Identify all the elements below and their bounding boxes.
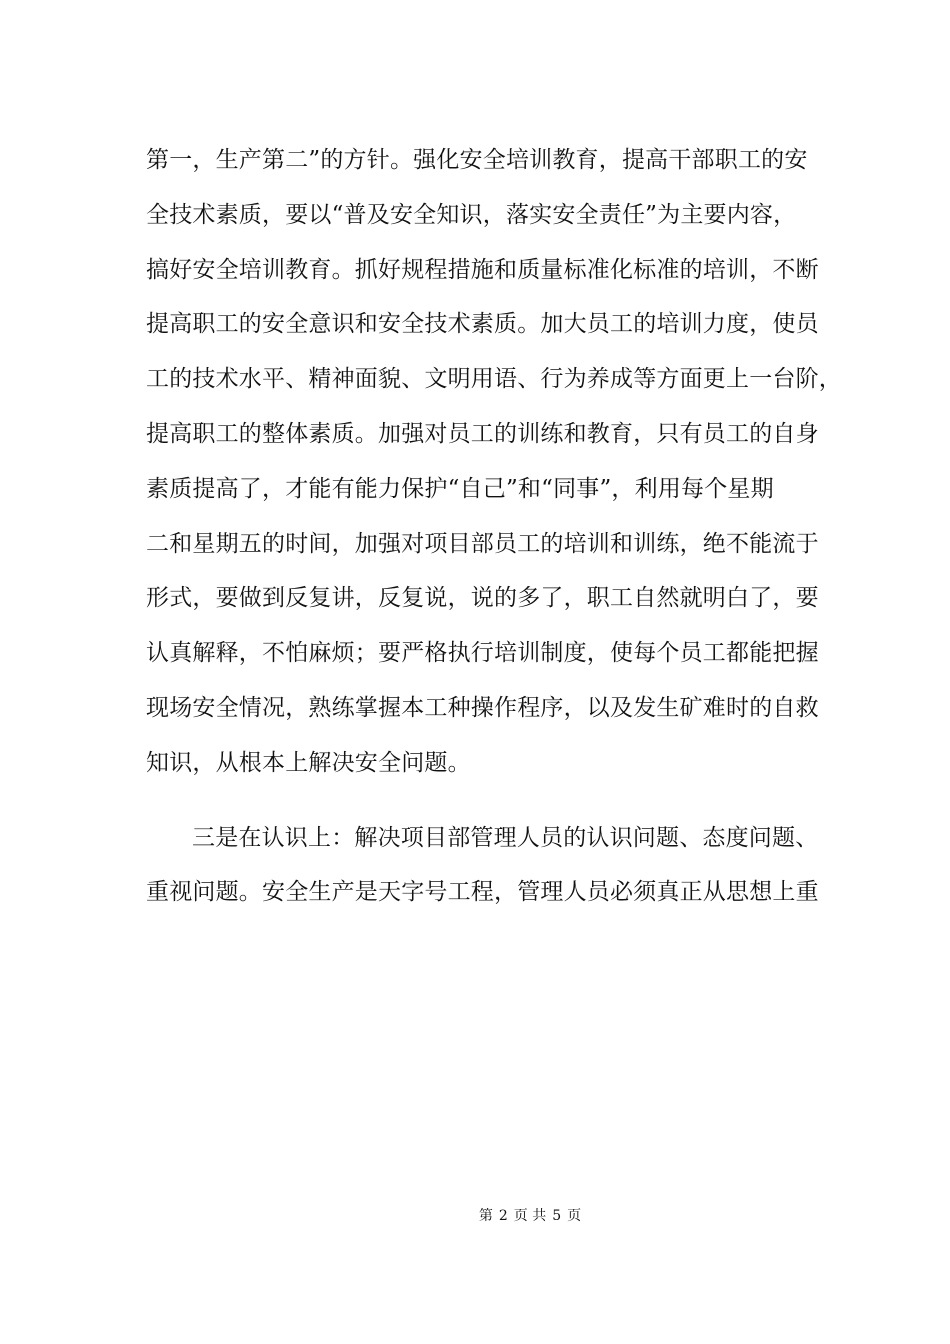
text-line: 提高职工的安全意识和安全技术素质。加大员工的培训力度，使员 (146, 311, 819, 338)
text-line: 二和星期五的时间，加强对项目部员工的培训和训练，绝不能流于 (146, 530, 819, 557)
text-line: 提高职工的整体素质。加强对员工的训练和教育，只有员工的自身 (146, 420, 819, 447)
footer-mid: 页 共 (513, 1208, 547, 1224)
paragraph-gap (146, 791, 836, 811)
text-line: 认真解释，不怕麻烦；要严格执行培训制度，使每个员工都能把握 (146, 640, 819, 667)
text-line: 第一，生产第二”的方针。强化安全培训教育，提高干部职工的安 (146, 147, 808, 173)
page-footer (0, 1205, 950, 1225)
text-line: 重视问题。安全生产是天字号工程，管理人员必须真正从思想上重 (146, 879, 819, 906)
text-line: 形式，要做到反复讲，反复说，说的多了，职工自然就明白了，要 (146, 585, 819, 612)
text-line: 三是在认识上：解决项目部管理人员的认识问题、态度问题、 (192, 824, 819, 851)
footer-page-number: 2 (498, 1208, 508, 1224)
text-line: 搞好安全培训教育。抓好规程措施和质量标准化标准的培训，不断 (146, 256, 819, 283)
text-line: 素质提高了，才能有能力保护“自己”和“同事”，利用每个星期 (146, 475, 774, 502)
text-line: 现场安全情况，熟练掌握本工种操作程序，以及发生矿难时的自救 (146, 694, 819, 721)
text-line: 知识，从根本上解决安全问题。 (146, 749, 471, 776)
footer-suffix: 页 (567, 1208, 582, 1224)
footer-total-pages: 5 (552, 1208, 562, 1224)
text-line: 工的技术水平、精神面貌、文明用语、行为养成等方面更上一台阶， (146, 366, 842, 393)
body-text (146, 133, 842, 920)
footer-prefix: 第 (478, 1208, 493, 1224)
text-line: 全技术素质，要以“普及安全知识，落实安全责任”为主要内容， (146, 201, 797, 228)
